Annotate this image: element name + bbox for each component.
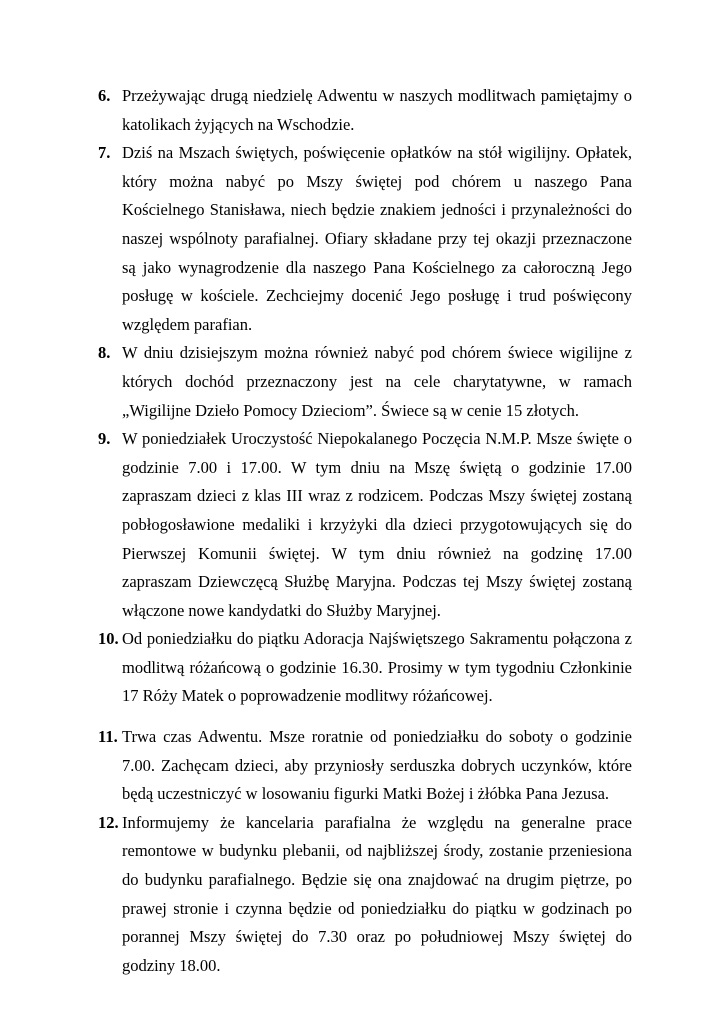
item-number: 10.	[98, 629, 119, 649]
list-item-8	[98, 339, 632, 425]
list-item-6	[98, 82, 632, 139]
list-item-7	[98, 139, 632, 339]
item-text: W poniedziałek Uroczystość Niepokalanego Poczęcia N.M.P. Msze święte o godzinie 7.00 i 17.00. W tym dniu na Mszę świętą o godzinie 17.00 zapraszam dzieci z klas III wraz z rodzicem. Podczas Mszy świętej zostaną pobłogosławione medaliki i krzyżyki dla dzieci przygotowujących się do Pierwszej Komunii świętej. W tym dniu również na godzinę 17.00 zapraszam Dziewczęcą Służbę Maryjna. Podczas tej Mszy świętej zostaną włączone nowe kandydatki do Służby Maryjnej.	[122, 429, 632, 620]
list-item-9	[98, 425, 632, 625]
item-text: Od poniedziałku do piątku Adoracja Najświętszego Sakramentu połączona z modlitwą różańcową o godzinie 16.30. Prosimy w tym tygodniu Członkinie 17 Róży Matek o poprowadzenie modlitwy różańcowej.	[122, 629, 632, 706]
item-number: 11.	[98, 727, 118, 747]
item-text: Dziś na Mszach świętych, poświęcenie opłatków na stół wigilijny. Opłatek, który można nabyć po Mszy świętej pod chórem u naszego Pana Kościelnego Stanisława, niech będzie znakiem jedności i przynależności do naszej wspólnoty parafialnej. Ofiary składane przy tej okazji przeznaczone są jako wynagrodzenie dla naszego Pana Kościelnego za całoroczną Jego posługę w kościele. Zechciejmy docenić Jego posługę i trud poświęcony względem parafian.	[122, 143, 632, 334]
item-number: 6.	[98, 86, 111, 105]
list-item-11	[98, 723, 632, 809]
item-text: Informujemy że kancelaria parafialna że względu na generalne prace remontowe w budynku plebanii, od najbliższej środy, zostanie przeniesiona do budynku parafialnego. Będzie się ona znajdować na drugim piętrze, po prawej stronie i czynna będzie od poniedziałku do piątku w godzinach po porannej Mszy świętej do 7.30 oraz po południowej Mszy świętej do godziny 18.00.	[122, 812, 632, 975]
item-number: 7.	[98, 143, 111, 163]
item-number: 12.	[98, 812, 119, 832]
item-number: 9.	[98, 429, 111, 449]
list-item-10	[98, 625, 632, 711]
item-text: W dniu dzisiejszym można również nabyć pod chórem świece wigilijne z których dochód przeznaczony jest na cele charytatywne, w ramach „Wigilijne Dzieło Pomocy Dzieciom”. Świece są w cenie 15 złotych.	[122, 343, 632, 420]
item-number: 8.	[98, 343, 111, 363]
item-text: Trwa czas Adwentu. Msze roratnie od poniedziałku do soboty o godzinie 7.00. Zachęcam dzieci, aby przyniosły serduszka dobrych uczynków, które będą uczestniczyć w losowaniu figurki Matki Bożej i żłóbka Pana Jezusa.	[122, 727, 632, 804]
item-text: Przeżywając drugą niedzielę Adwentu w naszych modlitwach pamiętajmy o katolikach żyjących na Wschodzie.	[122, 86, 632, 134]
list-item-12	[98, 809, 632, 981]
